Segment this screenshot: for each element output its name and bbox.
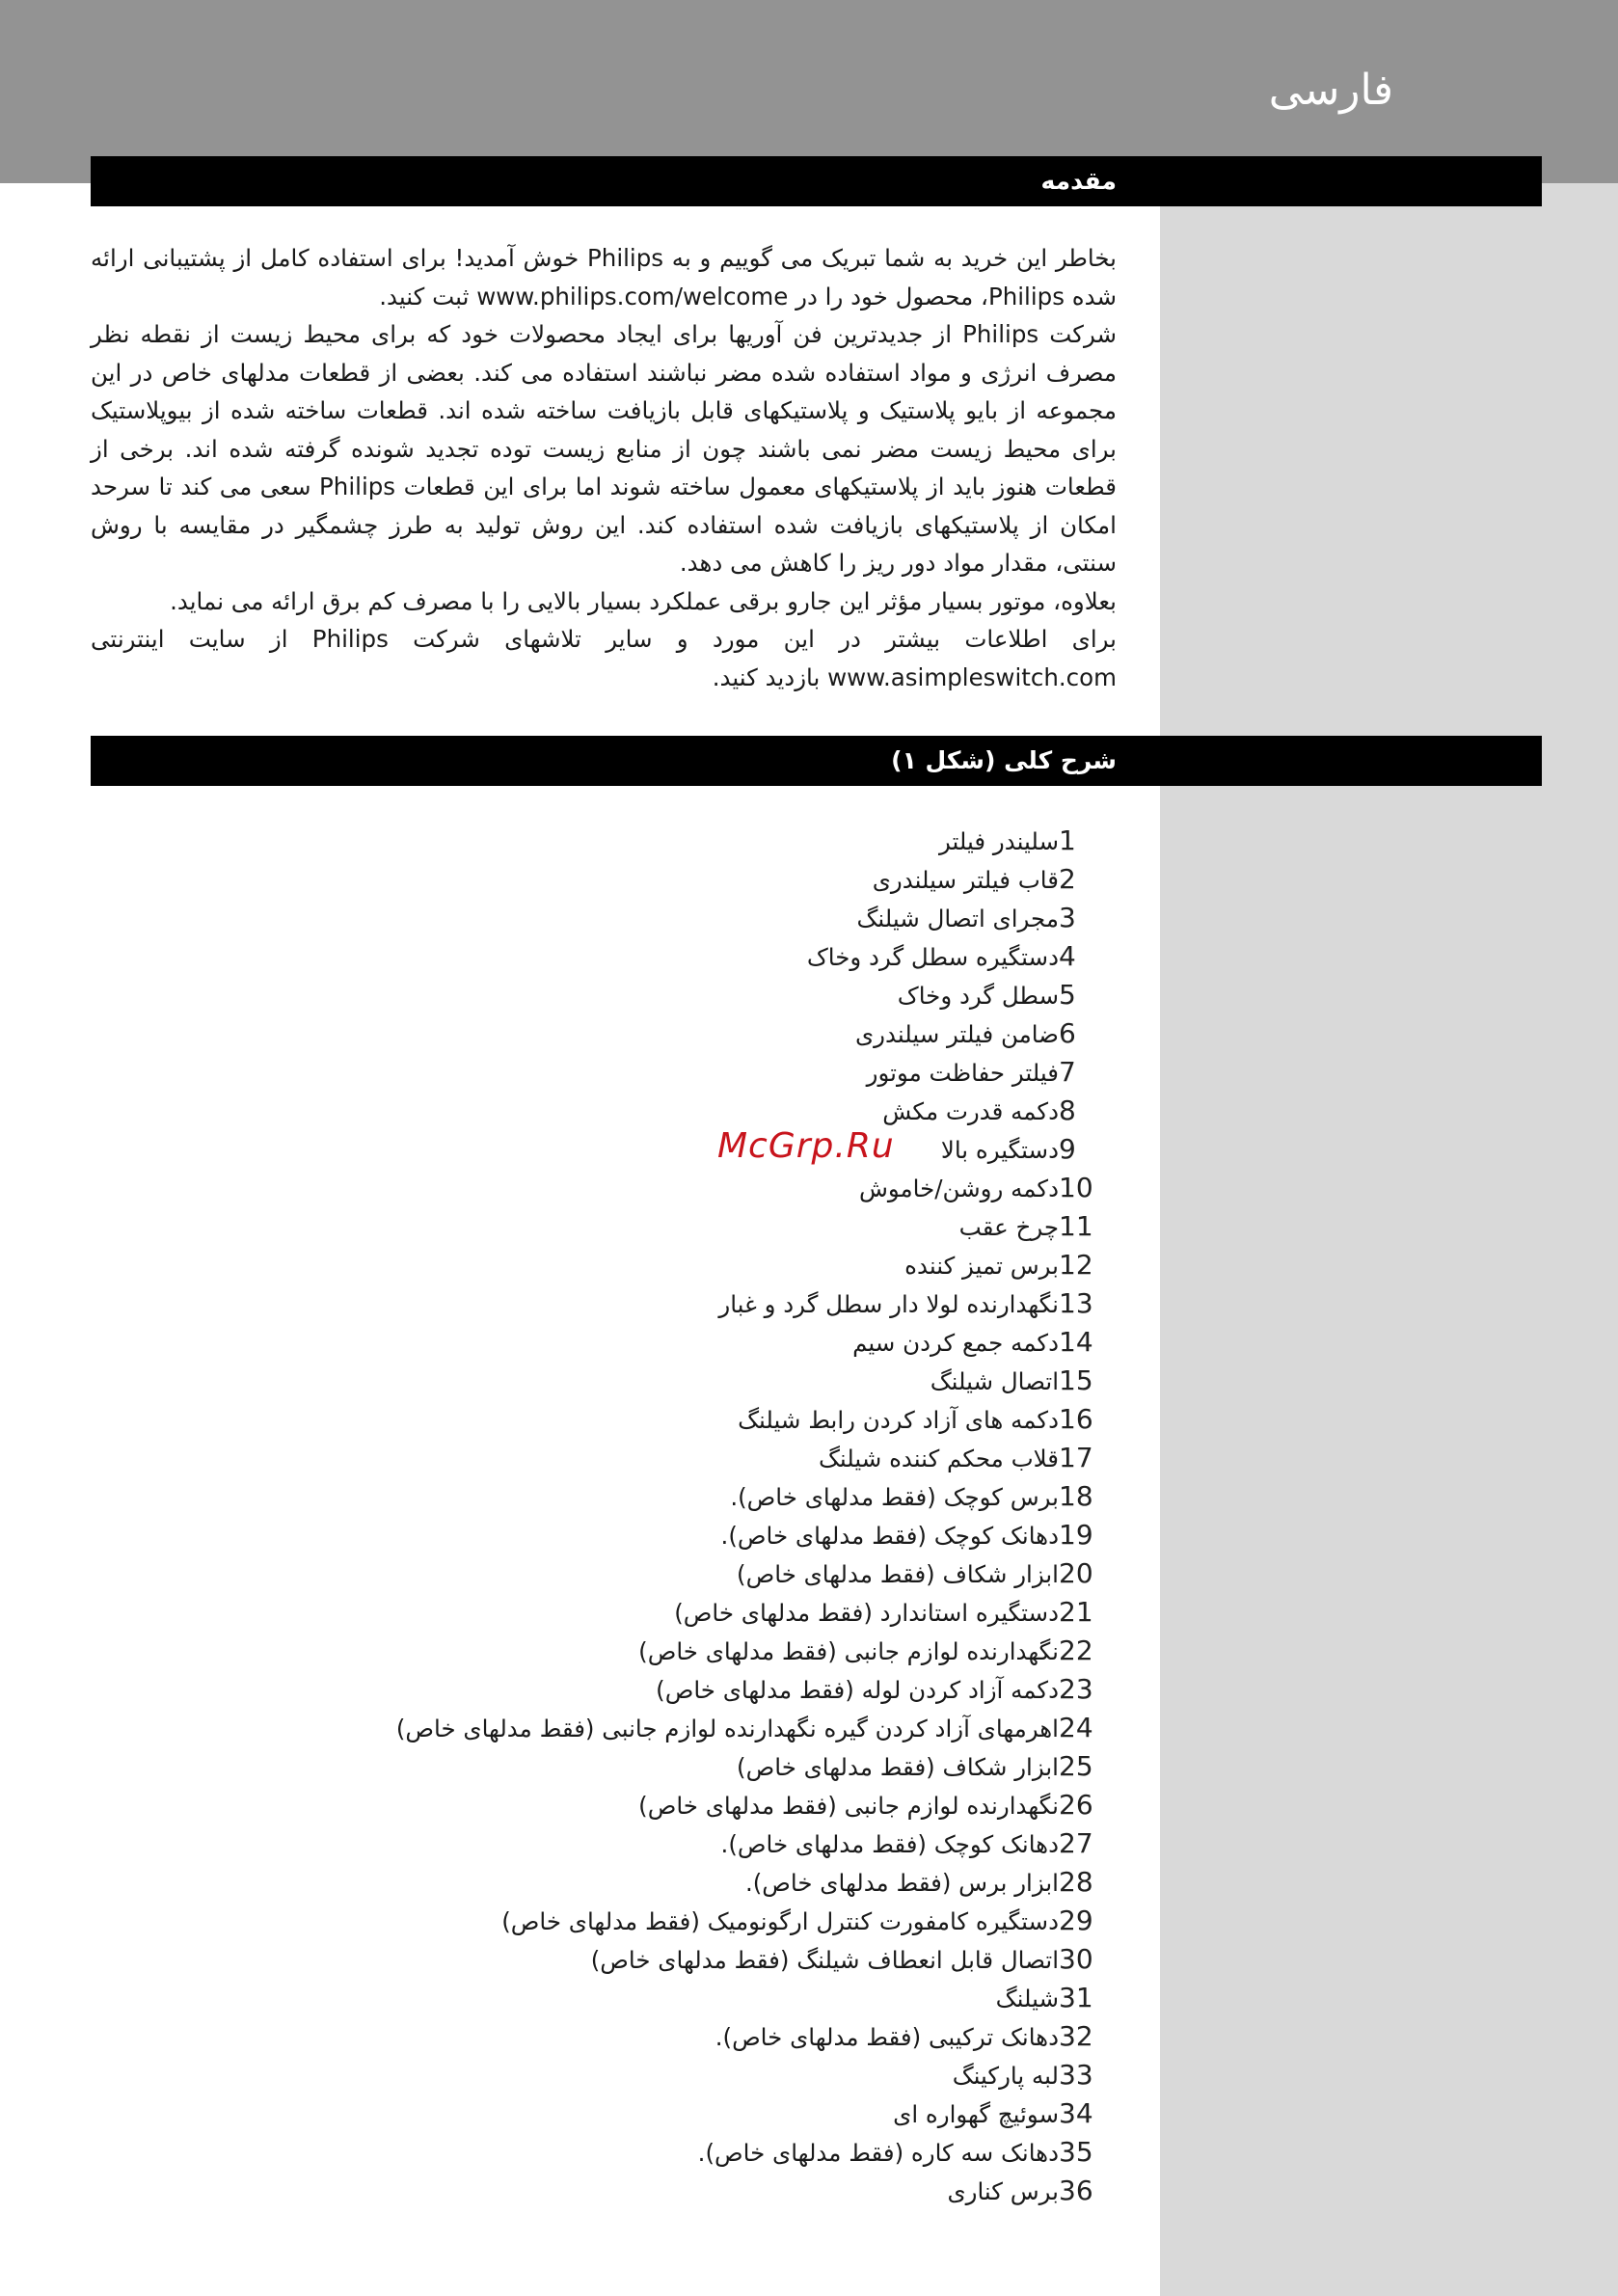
part-number: 7 <box>1059 1056 1076 1088</box>
part-label: ضامن فیلتر سیلندری <box>854 1020 1059 1048</box>
intro-paragraph: برای اطلاعات بیشتر در این مورد و سایر تلاشهای شرکت Philips از سایت اینترنتی www.asimpleswitch.com بازدید کنید. <box>91 625 1117 691</box>
part-label: دکمه قدرت مکش <box>882 1097 1059 1125</box>
part-label: قلاب محکم کننده شیلنگ <box>818 1445 1059 1472</box>
part-item <box>251 1709 1119 1747</box>
overview-header-bar <box>91 736 1542 786</box>
part-label: دستگیره سطل گرد وخاک <box>806 943 1059 971</box>
part-item <box>251 1863 1119 1902</box>
part-number: 10 <box>1059 1172 1093 1203</box>
part-number: 28 <box>1059 1866 1093 1898</box>
part-number: 30 <box>1059 1943 1093 1975</box>
part-label: دهانک کوچک (فقط مدلهای خاص). <box>720 1830 1059 1858</box>
part-label: دهانک کوچک (فقط مدلهای خاص). <box>720 1522 1059 1550</box>
part-item <box>251 1323 1119 1362</box>
language-title: فارسی <box>1268 66 1393 115</box>
part-number: 3 <box>1059 902 1076 933</box>
part-label: فیلتر حفاظت موتور <box>866 1059 1059 1087</box>
part-item <box>251 2056 1119 2094</box>
part-number: 1 <box>1059 824 1076 856</box>
part-item <box>251 2017 1119 2056</box>
part-label: نگهدارنده لولا دار سطل گرد و غبار <box>718 1290 1059 1318</box>
intro-paragraph: بخاطر این خرید به شما تبریک می گوییم و به Philips خوش آمدید! برای استفاده کامل از پشتیبانی ارائه شده Philips، محصول خود را در www.philips.com/welcome ثبت کنید. <box>91 244 1117 311</box>
part-item <box>251 1053 1119 1092</box>
part-label: دهانک سه کاره (فقط مدلهای خاص). <box>697 2139 1059 2167</box>
part-number: 17 <box>1059 1442 1093 1473</box>
part-item <box>251 1284 1119 1323</box>
part-number: 5 <box>1059 979 1076 1011</box>
part-number: 31 <box>1059 1982 1093 2013</box>
part-item <box>251 1246 1119 1284</box>
part-number: 20 <box>1059 1557 1093 1589</box>
part-number: 16 <box>1059 1403 1093 1435</box>
part-label: دستگیره بالا <box>940 1136 1059 1164</box>
part-item <box>251 1439 1119 1477</box>
part-label: سوئیچ گهواره ای <box>893 2100 1059 2128</box>
part-item <box>251 1670 1119 1709</box>
part-number: 11 <box>1059 1210 1093 1242</box>
part-item <box>251 2172 1119 2210</box>
part-item <box>251 1362 1119 1400</box>
part-item <box>251 937 1119 976</box>
part-label: دستگیره کامفورت کنترل ارگونومیک (فقط مدلهای خاص) <box>501 1907 1059 1935</box>
overview-header-label: شرح کلی (شکل ۱) <box>891 746 1117 774</box>
part-item <box>251 1014 1119 1053</box>
part-item <box>251 1477 1119 1516</box>
part-label: برس تمیز کننده <box>904 1252 1059 1280</box>
part-number: 33 <box>1059 2059 1093 2091</box>
intro-header-bar <box>91 156 1542 206</box>
intro-paragraph: شرکت Philips از جدیدترین فن آوریها برای ایجاد محصولات خود که برای محیط زیست از نقطه نظر مصرف انرژی و مواد استفاده شده مضر نباشند استفاده می کند. بعضی از قطعات مدلهای خاص در این مجموعه از بایو پلاستیک و پلاستیکهای قابل بازیافت ساخته شده اند. قطعات ساخته شده از بیوپلاستیک برای محیط زیست مضر نمی باشند چون از منابع زیست توده تجدید شونده گرفته شده اند. برخی از قطعات هنوز باید از پلاستیکهای معمول ساخته شوند اما برای این قطعات Philips سعی می کند تا سرحد امکان از پلاستیکهای بازیافت شده استفاده کند. این روش تولید به طرز چشمگیر در مقایسه با روش سنتی، مقدار مواد دور ریز را کاهش می دهد. <box>91 320 1117 577</box>
part-number: 27 <box>1059 1827 1093 1859</box>
parts-list <box>251 822 1119 2210</box>
part-item <box>251 1979 1119 2017</box>
part-label: دهانک ترکیبی (فقط مدلهای خاص). <box>715 2023 1059 2051</box>
part-label: سطل گرد وخاک <box>897 982 1059 1010</box>
part-number: 26 <box>1059 1789 1093 1821</box>
part-label: برس کوچک (فقط مدلهای خاص). <box>730 1483 1059 1511</box>
part-number: 35 <box>1059 2136 1093 2168</box>
watermark: McGrp.Ru <box>717 1126 895 1166</box>
part-label: نگهدارنده لوازم جانبی (فقط مدلهای خاص) <box>638 1792 1059 1820</box>
part-label: لبه پارکینگ <box>952 2062 1059 2090</box>
part-item <box>251 1092 1119 1130</box>
part-label: نگهدارنده لوازم جانبی (فقط مدلهای خاص) <box>638 1637 1059 1665</box>
part-item <box>251 1902 1119 1940</box>
part-label: اتصال قابل انعطاف شیلنگ (فقط مدلهای خاص) <box>590 1946 1059 1974</box>
part-item <box>251 1169 1119 1207</box>
part-item <box>251 1632 1119 1670</box>
part-item <box>251 822 1119 860</box>
part-number: 32 <box>1059 2020 1093 2052</box>
side-margin <box>1160 183 1618 2296</box>
part-number: 34 <box>1059 2097 1093 2129</box>
part-label: ابزار شکاف (فقط مدلهای خاص) <box>737 1560 1059 1588</box>
part-label: اتصال شیلنگ <box>930 1367 1059 1395</box>
part-label: چرخ عقب <box>958 1213 1059 1241</box>
part-number: 24 <box>1059 1712 1093 1743</box>
part-label: ابزار برس (فقط مدلهای خاص). <box>744 1869 1059 1897</box>
part-number: 36 <box>1059 2174 1093 2206</box>
part-label: دکمه جمع کردن سیم <box>852 1329 1059 1357</box>
part-item <box>251 2133 1119 2172</box>
part-item <box>251 1516 1119 1554</box>
part-item <box>251 1747 1119 1786</box>
part-item <box>251 1824 1119 1863</box>
part-number: 29 <box>1059 1904 1093 1936</box>
part-number: 4 <box>1059 940 1076 972</box>
part-item <box>251 1940 1119 1979</box>
part-item <box>251 1786 1119 1824</box>
intro-text <box>91 239 1117 696</box>
part-number: 25 <box>1059 1750 1093 1782</box>
part-number: 22 <box>1059 1634 1093 1666</box>
part-label: دکمه روشن/خاموش <box>858 1175 1059 1202</box>
part-number: 6 <box>1059 1017 1076 1049</box>
part-label: قاب فیلتر سیلندری <box>872 866 1059 894</box>
part-label: سلیندر فیلتر <box>938 827 1059 855</box>
part-item <box>251 1593 1119 1632</box>
part-number: 13 <box>1059 1287 1093 1319</box>
part-item <box>251 899 1119 937</box>
part-label: شیلنگ <box>995 1985 1059 2012</box>
part-number: 2 <box>1059 863 1076 895</box>
part-number: 19 <box>1059 1519 1093 1551</box>
part-number: 23 <box>1059 1673 1093 1705</box>
part-item <box>251 1554 1119 1593</box>
part-label: برس کناری <box>947 2177 1059 2205</box>
part-label: اهرمهای آزاد کردن گیره نگهدارنده لوازم جانبی (فقط مدلهای خاص) <box>395 1715 1059 1742</box>
part-number: 18 <box>1059 1480 1093 1512</box>
part-number: 12 <box>1059 1249 1093 1281</box>
part-label: دکمه های آزاد کردن رابط شیلنگ <box>738 1406 1059 1434</box>
intro-header-label: مقدمه <box>1040 167 1117 195</box>
part-label: دکمه آزاد کردن لوله (فقط مدلهای خاص) <box>656 1676 1059 1704</box>
part-item <box>251 976 1119 1014</box>
part-number: 15 <box>1059 1364 1093 1396</box>
part-item <box>251 1207 1119 1246</box>
part-item <box>251 1400 1119 1439</box>
part-item <box>251 1130 1119 1169</box>
part-item <box>251 860 1119 899</box>
part-number: 9 <box>1059 1133 1076 1165</box>
part-label: مجرای اتصال شیلنگ <box>856 905 1059 932</box>
part-number: 8 <box>1059 1094 1076 1126</box>
intro-paragraph: بعلاوه، موتور بسیار مؤثر این جارو برقی عملکرد بسیار بالایی را با مصرف کم برق ارائه می نماید. <box>170 586 1117 615</box>
part-number: 14 <box>1059 1326 1093 1358</box>
part-label: دستگیره استاندارد (فقط مدلهای خاص) <box>674 1599 1059 1627</box>
part-label: ابزار شکاف (فقط مدلهای خاص) <box>737 1753 1059 1781</box>
part-number: 21 <box>1059 1596 1093 1628</box>
part-item <box>251 2094 1119 2133</box>
